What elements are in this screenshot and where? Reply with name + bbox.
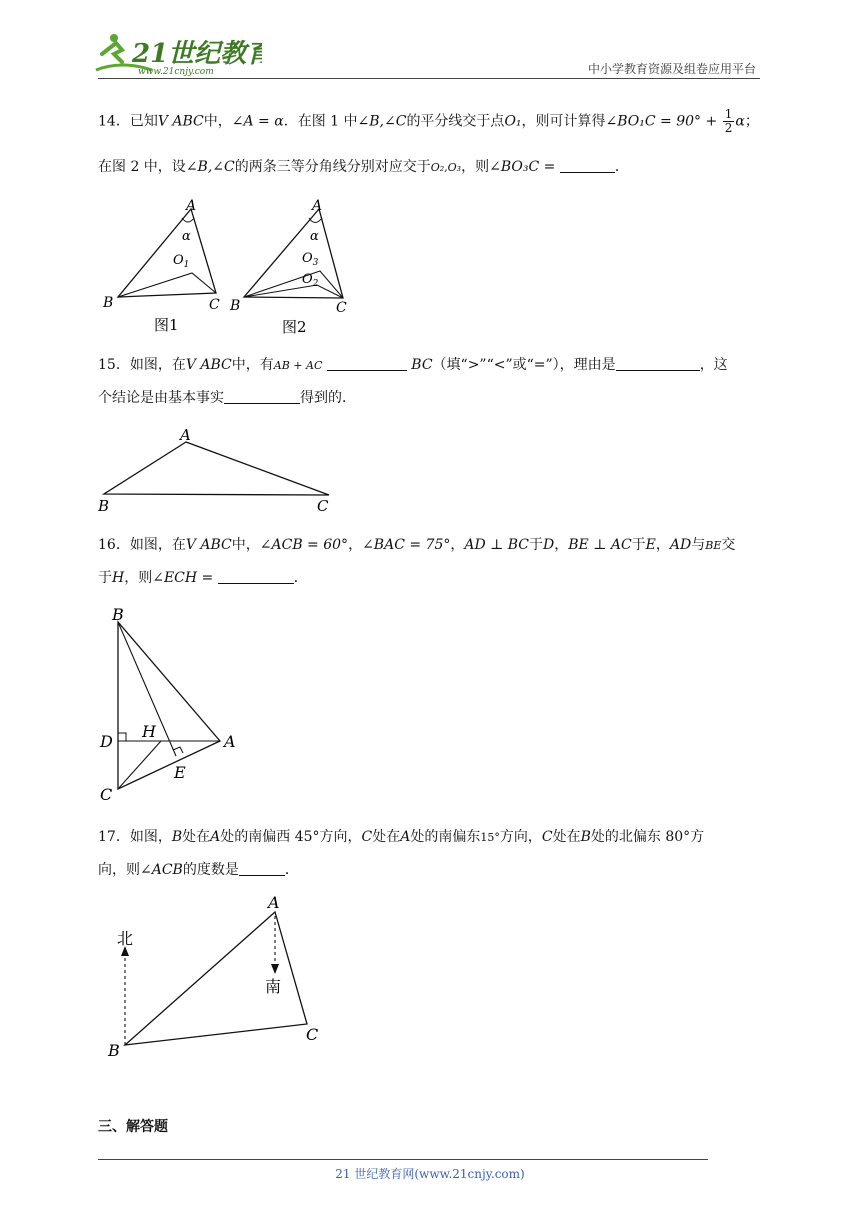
question-16-figure xyxy=(98,602,248,807)
figure-2-caption: 图2 xyxy=(282,318,307,336)
svg-text:B: B xyxy=(230,298,241,314)
svg-text:O1: $O_1$ xyxy=(173,253,190,270)
answer-blank-15b[interactable] xyxy=(616,356,700,371)
svg-text:H: H xyxy=(142,722,156,741)
svg-text:A: A xyxy=(186,198,197,214)
svg-text:E: E xyxy=(174,763,186,782)
question-15-line1: 15．如图，在V ABC中，有AB + AC BC（填“>”“<”或“=”），理由是 ，这 xyxy=(98,357,728,373)
figure-2 xyxy=(229,198,347,336)
question-15-line2: 个结论是由基本事实 得到的． xyxy=(98,390,356,406)
question-15-figure xyxy=(98,424,338,516)
svg-text:D: D xyxy=(100,732,113,751)
svg-text:B: B xyxy=(103,295,114,311)
question-14-figures xyxy=(98,196,358,346)
svg-text:C: C xyxy=(336,300,347,316)
answer-blank-17[interactable] xyxy=(239,861,285,876)
footer-divider xyxy=(98,1159,708,1160)
svg-text:O3: $O_3$ xyxy=(302,251,319,268)
svg-text:A: A xyxy=(268,893,280,912)
header-divider xyxy=(98,78,760,79)
question-14-line2: 在图 2 中，设∠B,∠C的两条三等分角线分别对应交于O₂,O₃，则∠BO₃C = ． xyxy=(98,159,629,175)
south-label: 南 xyxy=(265,977,282,996)
question-17-line2: 向，则∠ACB的度数是 ． xyxy=(98,862,299,878)
svg-text:α: α xyxy=(310,229,319,244)
svg-text:A: A xyxy=(224,732,236,751)
question-16-line2: 于H，则∠ECH = ． xyxy=(98,570,308,586)
answer-blank-16[interactable] xyxy=(218,569,294,584)
answer-blank-14[interactable] xyxy=(560,158,615,173)
fraction-one-half: $\frac{1}{2}$ xyxy=(724,107,733,135)
svg-text:B: B xyxy=(98,497,110,515)
figure-1 xyxy=(102,198,220,334)
svg-text:C: C xyxy=(317,497,329,515)
svg-text:C: C xyxy=(100,785,113,804)
svg-text:α: α xyxy=(182,229,191,244)
logo-text: 21世纪教育 xyxy=(132,39,262,69)
svg-text:A: A xyxy=(312,198,323,214)
question-17-figure xyxy=(98,890,338,1070)
figure-1-caption: 图1 xyxy=(154,316,179,334)
svg-text:B: B xyxy=(108,1041,120,1060)
footer-link[interactable]: 21 世纪教育网(www.21cnjy.com) xyxy=(335,1167,525,1181)
svg-text:A: A xyxy=(180,426,191,444)
svg-text:C: C xyxy=(306,1025,319,1044)
section-title: 三、解答题 xyxy=(98,1119,168,1135)
platform-name: 中小学教育资源及组卷应用平台 xyxy=(587,62,756,76)
question-17-line1: 17．如图，B处在A处的南偏西 45°方向，C处在A处的南偏东15°方向，C处在B处的北偏东 80°方 xyxy=(98,829,705,845)
answer-blank-15c[interactable] xyxy=(224,389,300,404)
question-14-line1: 14．已知V ABC中，∠A = α．在图 1 中∠B,∠C的平分线交于点O₁，则可计算得∠BO₁C = 90° + $\frac{1}{2}$ α； xyxy=(98,107,759,135)
svg-text:C: C xyxy=(209,297,220,313)
site-logo[interactable] xyxy=(92,30,262,78)
svg-text:O2: $O_2$ xyxy=(302,272,319,289)
question-16-line1: 16．如图，在V ABC中，∠ACB = 60°，∠BAC = 75°，AD ⊥ BC于D，BE ⊥ AC于E，AD与BE交 xyxy=(98,537,736,553)
logo-graphic xyxy=(92,30,262,78)
svg-text:B: B xyxy=(112,605,124,624)
answer-blank-15a[interactable] xyxy=(327,356,407,371)
logo-url: www.21cnjy.com xyxy=(138,67,214,77)
north-label: 北 xyxy=(117,929,134,948)
